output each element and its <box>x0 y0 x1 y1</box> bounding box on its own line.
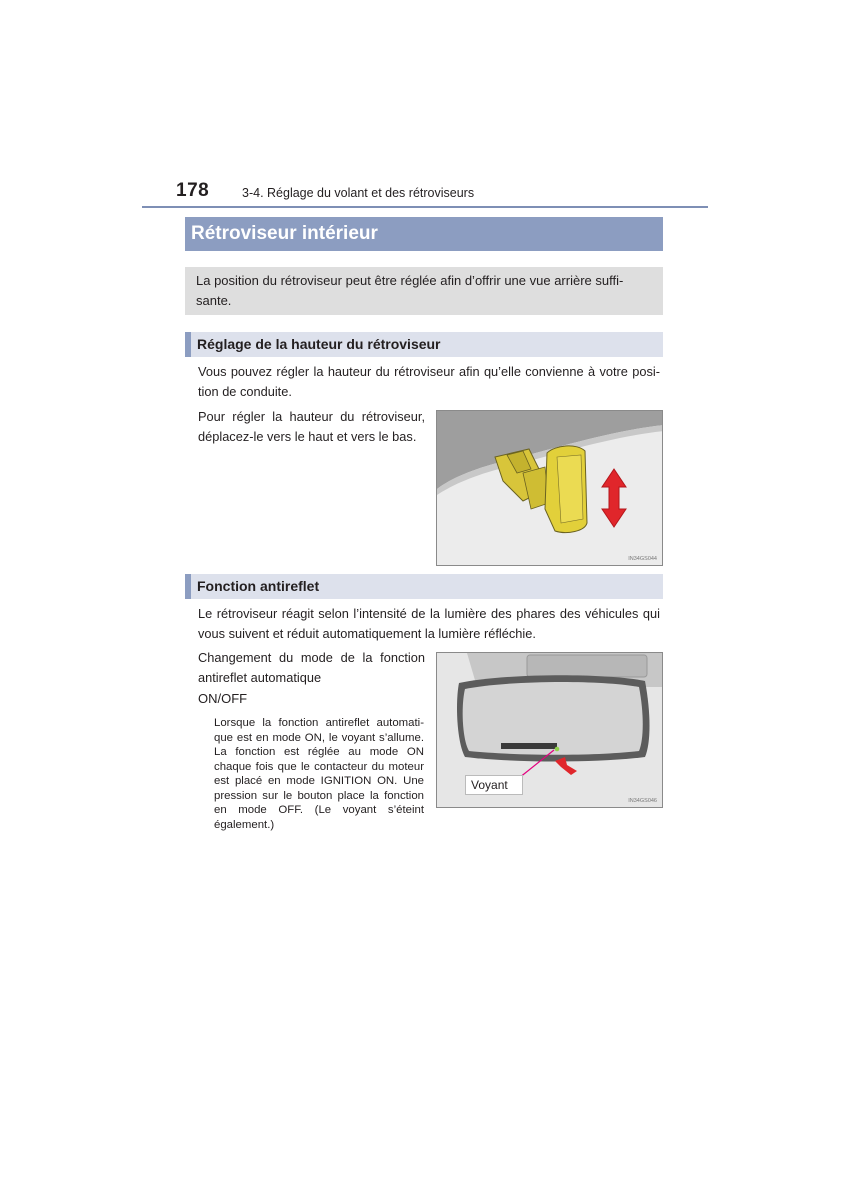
height-adjust-paragraph: Vous pouvez régler la hauteur du rétroviseur afin qu’elle convienne à votre posi-tion de conduite. <box>198 364 660 399</box>
antiglare-heading: Fonction antireflet <box>185 574 663 599</box>
figure-code: IN34GS044 <box>628 556 657 562</box>
page-number: 178 <box>176 180 210 201</box>
intro-text: La position du rétroviseur peut être réglée afin d’offrir une vue arrière suffi-sante. <box>196 273 624 308</box>
chapter-title: 3-4. Réglage du volant et des rétroviseurs <box>242 186 475 200</box>
indicator-callout: Voyant <box>465 775 523 795</box>
height-adjust-heading: Réglage de la hauteur du rétroviseur <box>185 332 663 357</box>
antiglare-detail: Lorsque la fonction antireflet automati-que est en mode ON, le voyant s’allume. La fonction est réglée au mode ON chaque fois que le contacteur du moteur est placé en mode IGNITION ON. Une pression sur le bouton place la fonction en mode OFF. (Le voyant s’éteint également.) <box>214 717 424 831</box>
mode-label: ON/OFF <box>198 691 248 706</box>
antiglare-paragraph: Le rétroviseur réagit selon l’intensité de la lumière des phares des véhicules qui vous suivent et réduit automatiquement la lumière réfléchie. <box>198 606 660 641</box>
mirror-height-illustration <box>437 411 663 566</box>
header-rule <box>142 206 708 208</box>
section-title: Rétroviseur intérieur <box>185 217 663 251</box>
antiglare-mode-intro: Changement du mode de la fonction antireflet automatique <box>198 650 425 685</box>
mirror-height-figure <box>436 410 663 566</box>
figure-code: IN34GS046 <box>628 798 657 804</box>
intro-box <box>185 267 663 315</box>
height-adjust-instruction: Pour régler la hauteur du rétroviseur, déplacez-le vers le haut et vers le bas. <box>198 409 425 444</box>
